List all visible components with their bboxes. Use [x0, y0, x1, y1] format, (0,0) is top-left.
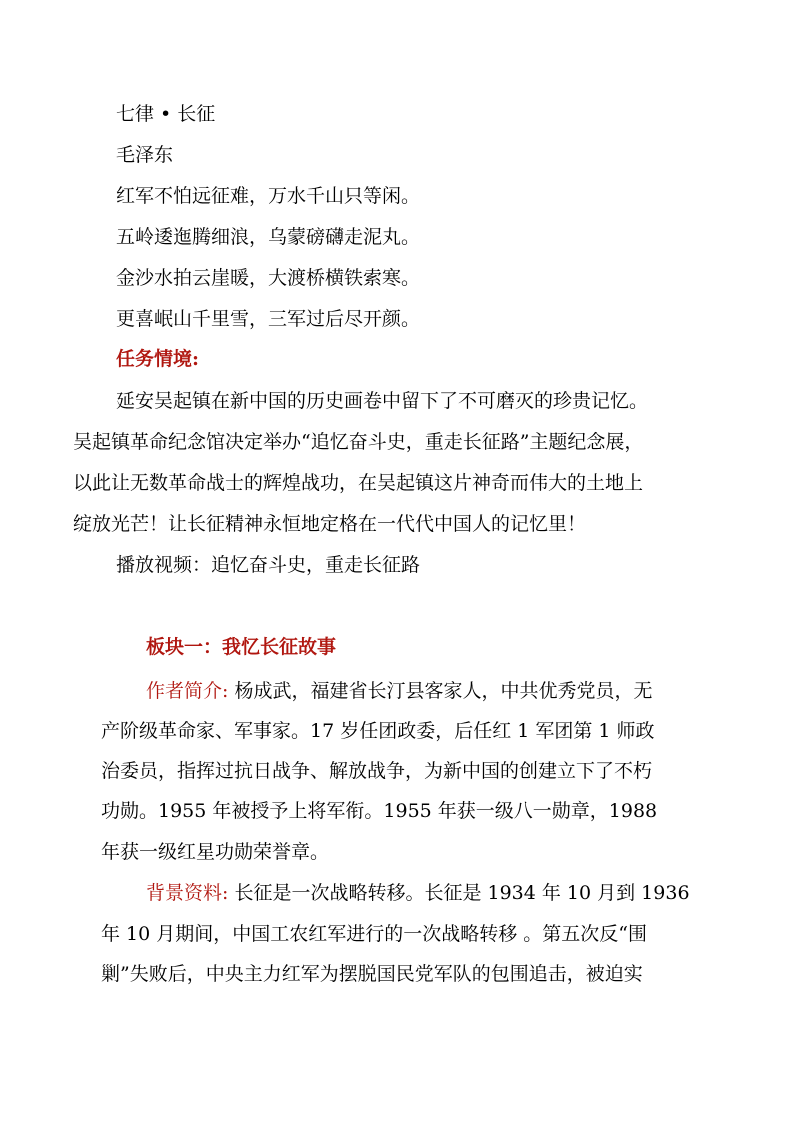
poem-line: 更喜岷山千里雪，三军过后尽开颜。 — [116, 308, 421, 330]
author-intro-line: 功勋。1955 年被授予上将军衔。1955 年获一级八一勋章，1988 — [101, 800, 658, 822]
task-paragraph-line: 吴起镇革命纪念馆决定举办“追忆奋斗史，重走长征路”主题纪念展， — [73, 431, 644, 453]
background-label: 背景资料: — [146, 882, 229, 904]
background-text: 长征是一次战略转移。长征是 1934 年 10 月到 1936 — [234, 882, 690, 904]
task-paragraph-line: 以此让无数革命战士的辉煌战功，在吴起镇这片神奇而伟大的土地上 — [73, 472, 644, 494]
poem-line: 五岭逶迤腾细浪，乌蒙磅礴走泥丸。 — [116, 226, 421, 248]
author-intro-text: 杨成武，福建省长汀县客家人，中共优秀党员，无 — [234, 680, 653, 702]
poem-title: 七律 • 长征 — [116, 103, 216, 125]
author-intro-line: 产阶级革命家、军事家。17 岁任团政委，后任红 1 军团第 1 师政 — [101, 720, 655, 742]
background-line: 剿”失败后，中央主力红军为摆脱国民党军队的包围追击，被迫实 — [101, 963, 643, 985]
author-intro-line: 年获一级红星功勋荣誉章。 — [101, 841, 330, 863]
task-paragraph-line: 绽放光芒！让长征精神永恒地定格在一代代中国人的记忆里！ — [73, 513, 587, 535]
video-line: 播放视频：追忆奋斗史，重走长征路 — [116, 554, 421, 576]
poem-line: 金沙水拍云崖暖，大渡桥横铁索寒。 — [116, 267, 421, 289]
task-heading: 任务情境: — [116, 348, 200, 370]
task-paragraph-line: 延安吴起镇在新中国的历史画卷中留下了不可磨灭的珍贵记忆。 — [116, 390, 649, 412]
background-line: 年 10 月期间，中国工农红军进行的一次战略转移 。第五次反“围 — [101, 923, 648, 945]
poem-line: 红军不怕远征难，万水千山只等闲。 — [116, 185, 421, 207]
section-heading: 板块一：我忆长征故事 — [146, 636, 337, 658]
author-intro-first-line — [146, 679, 652, 703]
author-intro-label: 作者简介: — [146, 680, 229, 702]
background-first-line — [146, 881, 690, 905]
author-intro-line: 治委员，指挥过抗日战争、解放战争，为新中国的创建立下了不朽 — [101, 760, 653, 782]
poem-author: 毛泽东 — [116, 144, 174, 166]
